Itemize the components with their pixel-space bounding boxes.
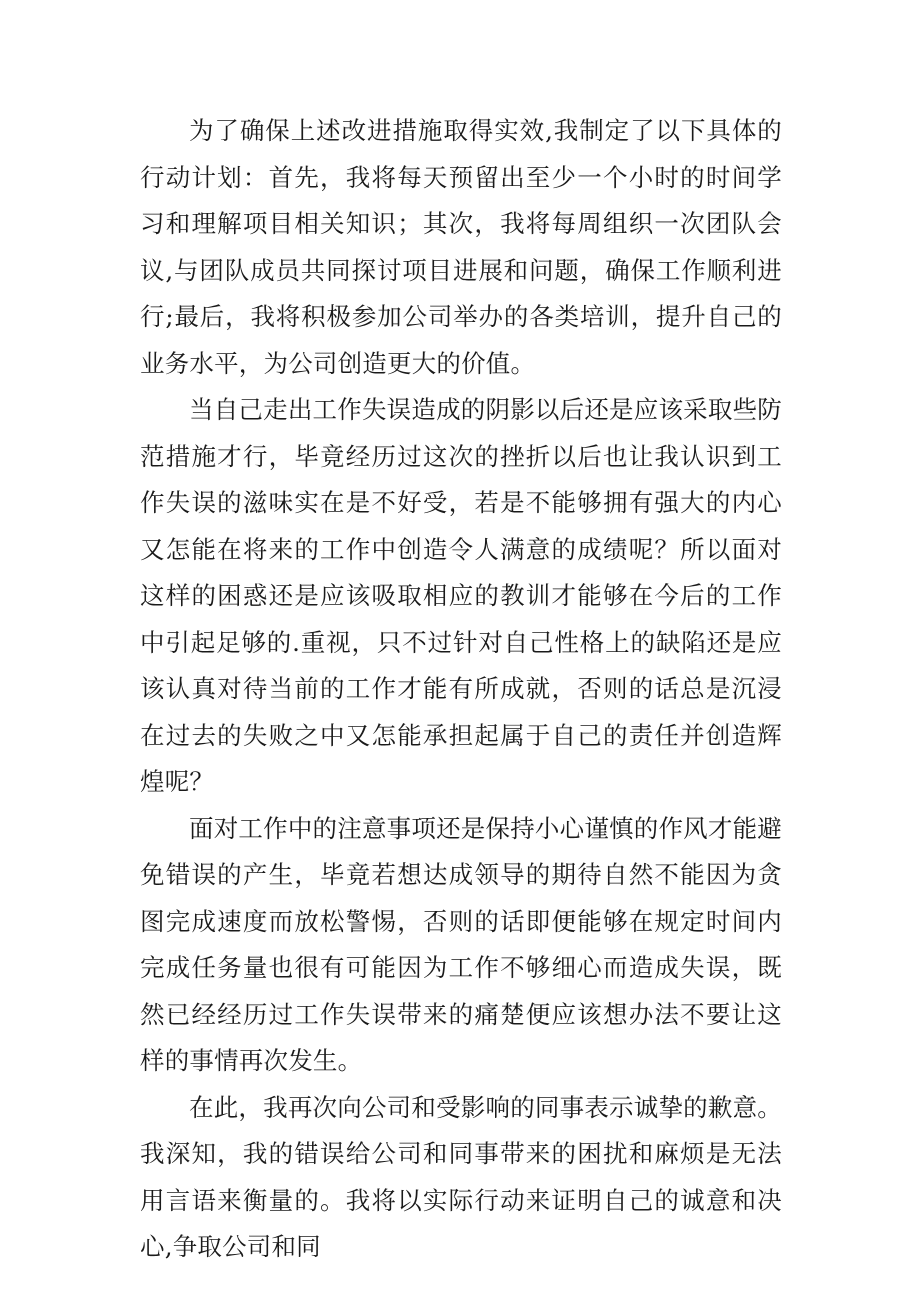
document-body: [140, 108, 782, 1271]
paragraph-action-plan: 为了确保上述改进措施取得实效,我制定了以下具体的行动计划：首先，我将每天预留出至少一个小时的时间学习和理解项目相关知识；其次，我将每周组织一次团队会议,与团队成员共同探讨项目进展和问题，确保工作顺利进行;最后，我将积极参加公司举办的各类培训，提升自己的业务水平，为公司创造更大的价值。: [140, 116, 782, 378]
paragraph-apology: 在此，我再次向公司和受影响的同事表示诚挚的歉意。我深知，我的错误给公司和同事带来的困扰和麻烦是无法用言语来衡量的。我将以实际行动来证明自己的诚意和决心,争取公司和同: [140, 1092, 782, 1261]
paragraph-preventive-measures: 当自己走出工作失误造成的阴影以后还是应该采取些防范措施才行，毕竟经历过这次的挫折以后也让我认识到工作失误的滋味实在是不好受，若是不能够拥有强大的内心又怎能在将来的工作中创造令人满意的成绩呢？所以面对这样的困惑还是应该吸取相应的教训才能够在今后的工作中引起足够的.重视，只不过针对自己性格上的缺陷还是应该认真对待当前的工作才能有所成就，否则的话总是沉浸在过去的失败之中又怎能承担起属于自己的责任并创造辉煌呢？: [140, 395, 782, 796]
paragraph-caution: 面对工作中的注意事项还是保持小心谨慎的作风才能避免错误的产生，毕竟若想达成领导的期待自然不能因为贪图完成速度而放松警惕，否则的话即便能够在规定时间内完成任务量也很有可能因为工作不够细心而造成失误，既然已经经历过工作失误带来的痛楚便应该想办法不要让这样的事情再次发生。: [140, 813, 782, 1075]
